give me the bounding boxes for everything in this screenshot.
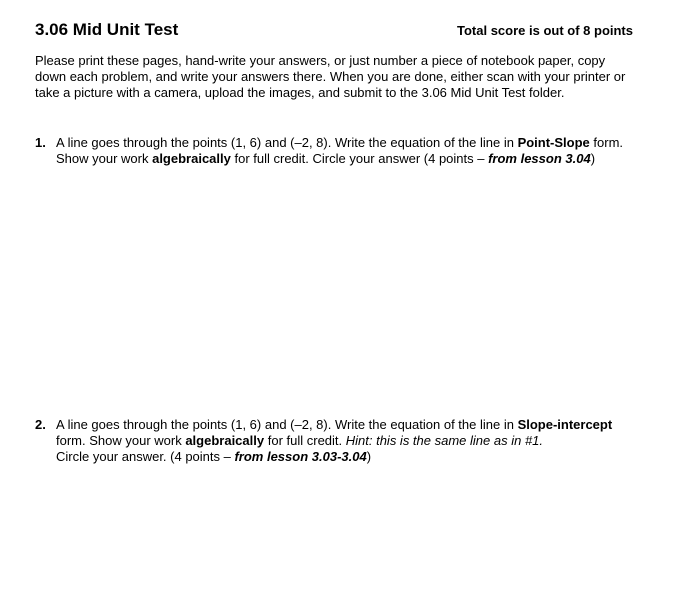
question-text	[56, 135, 645, 167]
lesson-reference: from lesson 3.03-3.04	[234, 449, 367, 464]
instructions-line: down each problem, and write your answers there. When you are done, either scan with your printer or	[35, 69, 626, 84]
text-run: )	[590, 151, 596, 166]
text-run: Circle your answer. (4 points –	[56, 449, 235, 464]
instructions-line: take a picture with a camera, upload the images, and submit to the 3.06 Mid Unit Test folder.	[35, 85, 565, 100]
question-line	[56, 135, 645, 151]
total-score-label: Total score is out of 8 points	[457, 23, 633, 38]
emphasis-algebraically: algebraically	[185, 433, 265, 448]
emphasis-algebraically: algebraically	[152, 151, 231, 166]
question-number: 1.	[35, 135, 46, 150]
question-1	[35, 135, 645, 167]
text-run: for full credit. Circle your answer (4 points –	[230, 151, 489, 166]
hint-text: Hint: this is the same line as in #1.	[345, 433, 544, 448]
instructions-line: Please print these pages, hand-write your answers, or just number a piece of notebook paper, copy	[35, 53, 606, 68]
emphasis-form-name: Point-Slope	[517, 135, 590, 150]
text-run: )	[366, 449, 372, 464]
instructions	[35, 53, 645, 101]
question-line	[56, 433, 645, 449]
question-number: 2.	[35, 417, 46, 432]
text-run: A line goes through the points (1, 6) and (–2, 8). Write the equation of the line in	[56, 417, 518, 432]
text-run: form. Show your work	[56, 433, 186, 448]
question-text	[56, 417, 645, 465]
question-line	[56, 151, 645, 167]
page-title: 3.06 Mid Unit Test	[35, 20, 179, 39]
text-run: Show your work	[56, 151, 153, 166]
question-line	[56, 449, 645, 465]
emphasis-form-name: Slope-intercept	[517, 417, 613, 432]
question-line	[56, 417, 645, 433]
lesson-reference: from lesson 3.04	[488, 151, 591, 166]
text-run: A line goes through the points (1, 6) and (–2, 8). Write the equation of the line in	[56, 135, 518, 150]
question-2	[35, 417, 645, 465]
text-run: for full credit.	[264, 433, 346, 448]
text-run: form.	[589, 135, 624, 150]
